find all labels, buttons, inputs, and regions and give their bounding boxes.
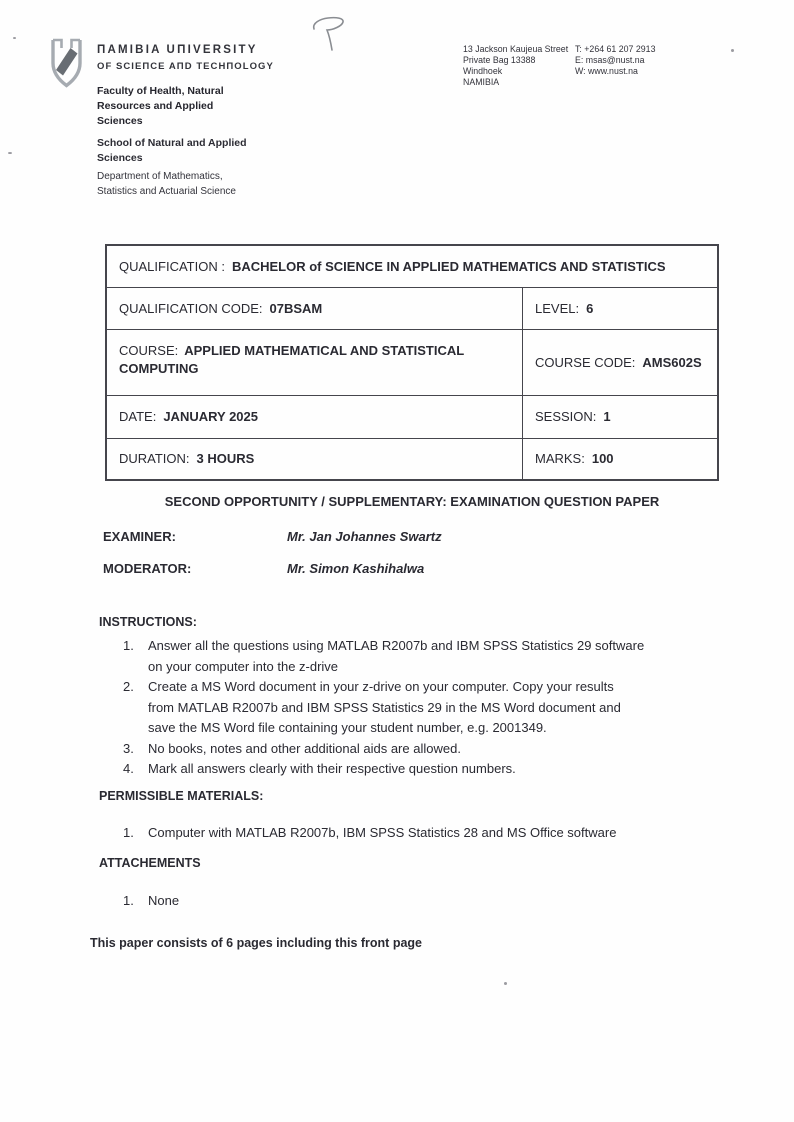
qualification-code-label: QUALIFICATION CODE: [119,300,263,316]
page-count-note: This paper consists of 6 pages including this front page [90,936,422,950]
qualification-value: BACHELOR of SCIENCE IN APPLIED MATHEMATICS AND STATISTICS [231,258,666,274]
duration-value: 3 HOURS [196,451,255,466]
item-line: Computer with MATLAB R2007b, IBM SPSS Statistics 28 and MS Office software [148,825,617,840]
date-cell [107,396,522,438]
session-cell [522,396,717,438]
examiner-label: EXAMINER: [103,529,176,544]
examiner-row [103,529,442,544]
session-value: 1 [603,409,611,424]
item-text [148,759,516,780]
faculty-line: Resources and Applied [97,100,214,112]
item-number: 1. [123,825,134,840]
qualification-cell [107,246,717,287]
moderator-name: Mr. Simon Kashihalwa [287,561,425,576]
marks-label: MARKS: [535,451,585,466]
scan-speck [504,982,507,985]
permissible-materials-heading: PERMISSIBLE MATERIALS: [99,789,264,803]
instructions-list [123,636,644,780]
item-text [148,739,461,760]
table-row-duration-marks [107,438,717,479]
handwritten-mark [308,12,350,54]
duration-label: DURATION: [119,451,190,466]
item-line: on your computer into the z-drive [148,658,339,674]
moderator-label: MODERATOR: [103,561,192,576]
instruction-item [123,677,644,739]
department-name [97,169,236,199]
address-line: Windhoek [463,66,503,76]
qualification-code-cell [107,288,522,329]
session-label: SESSION: [535,409,597,424]
course-code-value: AMS602S [642,354,702,370]
item-number: 4. [123,761,134,776]
course-code-cell [522,330,717,395]
level-value: 6 [586,300,594,316]
table-row-course [107,329,717,395]
university-subtitle: OF SCIEΠCE AΠD TECHΠOLOGY [97,61,274,72]
item-number: 3. [123,740,134,756]
address-line: 13 Jackson Kaujeua Street [463,44,569,54]
contact-line: E: msas@nust.na [575,55,645,65]
examiner-name: Mr. Jan Johannes Swartz [287,529,442,544]
item-line: No books, notes and other additional aids are allowed. [148,740,461,756]
attachments-heading: ATTACHEMENTS [99,856,201,870]
attachment-item [123,891,179,912]
instruction-item [123,636,644,677]
item-line: Answer all the questions using MATLAB R2007b and IBM SPSS Statistics 29 software [148,638,645,653]
item-text [148,823,616,844]
contact-line: T: +264 61 207 2913 [575,44,656,54]
item-text [148,636,644,677]
level-cell [522,288,717,329]
course-value: APPLIED MATHEMATICAL AND STATISTICAL COMPUTING [119,343,464,376]
exam-paper-title: SECOND OPPORTUNITY / SUPPLEMENTARY: EXAMINATION QUESTION PAPER [164,494,660,509]
item-number: 1. [123,638,134,653]
contact-info [575,44,655,77]
school-line: Sciences [97,152,143,164]
course-cell [107,330,522,395]
table-row-code-level [107,287,717,329]
instruction-item [123,739,644,760]
moderator-row [103,561,425,576]
marks-value: 100 [591,451,614,466]
qualification-label: QUALIFICATION : [119,258,225,274]
date-value: JANUARY 2025 [163,409,258,424]
address-line: NAMIBIA [463,77,500,87]
scan-speck [731,49,734,52]
school-name [97,136,247,166]
permissible-item [123,823,616,844]
table-row-qualification [107,246,717,287]
marks-cell [522,439,717,479]
attachments-list [123,891,179,912]
street-address [463,44,568,88]
department-line: Statistics and Actuarial Science [97,186,236,197]
school-line: School of Natural and Applied [97,137,247,149]
contact-line: W: www.nust.na [575,66,638,76]
table-row-date-session [107,395,717,438]
university-name: ΠAMIBIA UΠIVERSITY [97,44,258,56]
department-line: Department of Mathematics, [97,171,223,182]
qualification-code-value: 07BSAM [269,300,323,316]
item-line: None [148,893,180,908]
item-text [148,891,179,912]
item-number: 2. [123,679,134,694]
instruction-item [123,759,644,780]
course-code-label: COURSE CODE: [535,354,636,370]
faculty-name [97,84,224,129]
scan-speck [13,37,16,39]
instructions-heading: INSTRUCTIONS: [99,615,197,629]
nust-logo-icon [43,37,90,92]
item-number: 1. [123,893,134,908]
faculty-line: Sciences [97,115,143,127]
item-line: Mark all answers clearly with their respective question numbers. [148,761,516,776]
duration-cell [107,439,522,479]
course-label: COURSE: [119,343,179,358]
permissible-materials-list [123,823,616,844]
address-line: Private Bag 13388 [463,55,536,65]
item-line: from MATLAB R2007b and IBM SPSS Statistics 29 in the MS Word document and [148,699,621,715]
item-line: Create a MS Word document in your z-drive on your computer. Copy your results [148,679,614,694]
item-text [148,677,621,739]
faculty-line: Faculty of Health, Natural [97,85,224,97]
item-line: save the MS Word file containing your student number, e.g. 2001349. [148,720,547,735]
scan-speck [8,152,12,154]
level-label: LEVEL: [535,300,580,316]
date-label: DATE: [119,409,157,424]
course-info-table [105,244,719,481]
